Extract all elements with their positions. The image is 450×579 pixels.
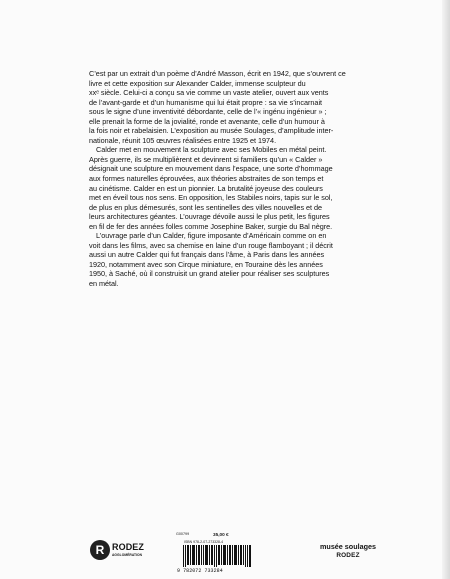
text-line-10: Après guerre, ils se multiplièrent et devinrent si familiers qu’un « Calder » [89,154,323,164]
text-line-18: L’ouvrage parle d’un Calder, figure imposante d’Américain comme on en [96,231,327,241]
text-line-13: au cinétisme. Calder en est un pionnier. La brutalité joyeuse des couleurs [89,183,323,193]
text-line-8: nationale, réunit 105 œuvres réalisées entre 1925 et 1974. [89,135,277,145]
isbn-label: ISBN 978-2-07-273328-4 [184,540,224,544]
museum-name: musée soulages [320,542,376,551]
barcode-digits: 9 782072 733284 [177,568,223,574]
rodez-logo-word: RODEZ [112,542,144,552]
text-line-7: la fois noir et rabelaisien. L’exposition au musée Soulages, d’amplitude inter- [89,126,334,136]
text-line-17: en fil de fer des années folles comme Josephine Baker, surgie du Bal nègre. [89,221,333,231]
text-line-22: 1950, à Saché, où il construisit un grand atelier pour réaliser ses sculptures [89,269,330,279]
musee-soulages-logo [313,543,383,560]
text-line-3: xxᵉ siècle. Celui-ci a conçu sa vie comme un vaste atelier, ouvert aux vents [89,88,329,98]
text-line-21: 1920, notamment avec son Cirque miniature, en Touraine dès les années [89,259,323,269]
text-line-20: aussi un autre Calder qui fut français dans l’âme, à Paris dans les années [89,250,325,260]
text-line-14: met en éveil tous nos sens. En opposition, les Stabiles noirs, tapis sur le sol, [89,193,333,203]
text-line-16: leurs architectures géantes. L’ouvrage dévoile aussi le plus petit, les figures [89,212,330,222]
museum-city: RODEZ [336,551,360,559]
back-cover-text [89,69,371,289]
text-line-12: aux formes naturelles éprouvées, aux théories abstraites de son temps et [89,174,324,184]
rodez-logo-subtitle: AGGLOMÉRATION [112,553,143,557]
text-line-2: livre et cette exposition sur Alexander Calder, immense sculpteur du [89,78,306,88]
barcode-block [176,532,254,577]
text-line-11: désignait une sculpture en mouvement dans l’espace, une sorte d’hommage [89,164,333,174]
text-line-6: elle prenait la forme de la jovialité, ronde et avenante, celle d’un humour à [89,116,325,126]
book-spine-edge [442,0,450,579]
rodez-logo [90,540,146,564]
text-line-15: de plus en plus démesurés, sont les sentinelles des villes nouvelles et de [89,202,323,212]
text-line-19: voit dans les films, avec sa chemise en laine d’un rouge flamboyant ; il décrit [89,240,333,250]
price-label: 35,00 € [213,532,229,537]
rodez-logo-mark: R [90,540,110,560]
text-line-9: Calder met en mouvement la sculpture avec ses Mobiles en métal peint. [96,145,327,155]
barcode-graphic [183,545,251,567]
text-line-5: sous le signe d’une inventivité débordante, celle de l’« ingénu ingénieur » ; [89,107,327,117]
text-line-23: en métal. [89,279,119,289]
product-code: G00799 [176,532,190,536]
text-line-4: de l’avant-garde et d’un humanisme qui lui était propre : sa vie s’incarnait [89,97,323,107]
text-line-1: C’est par un extrait d’un poème d’André Masson, écrit en 1942, que s’ouvrent ce [89,69,346,78]
